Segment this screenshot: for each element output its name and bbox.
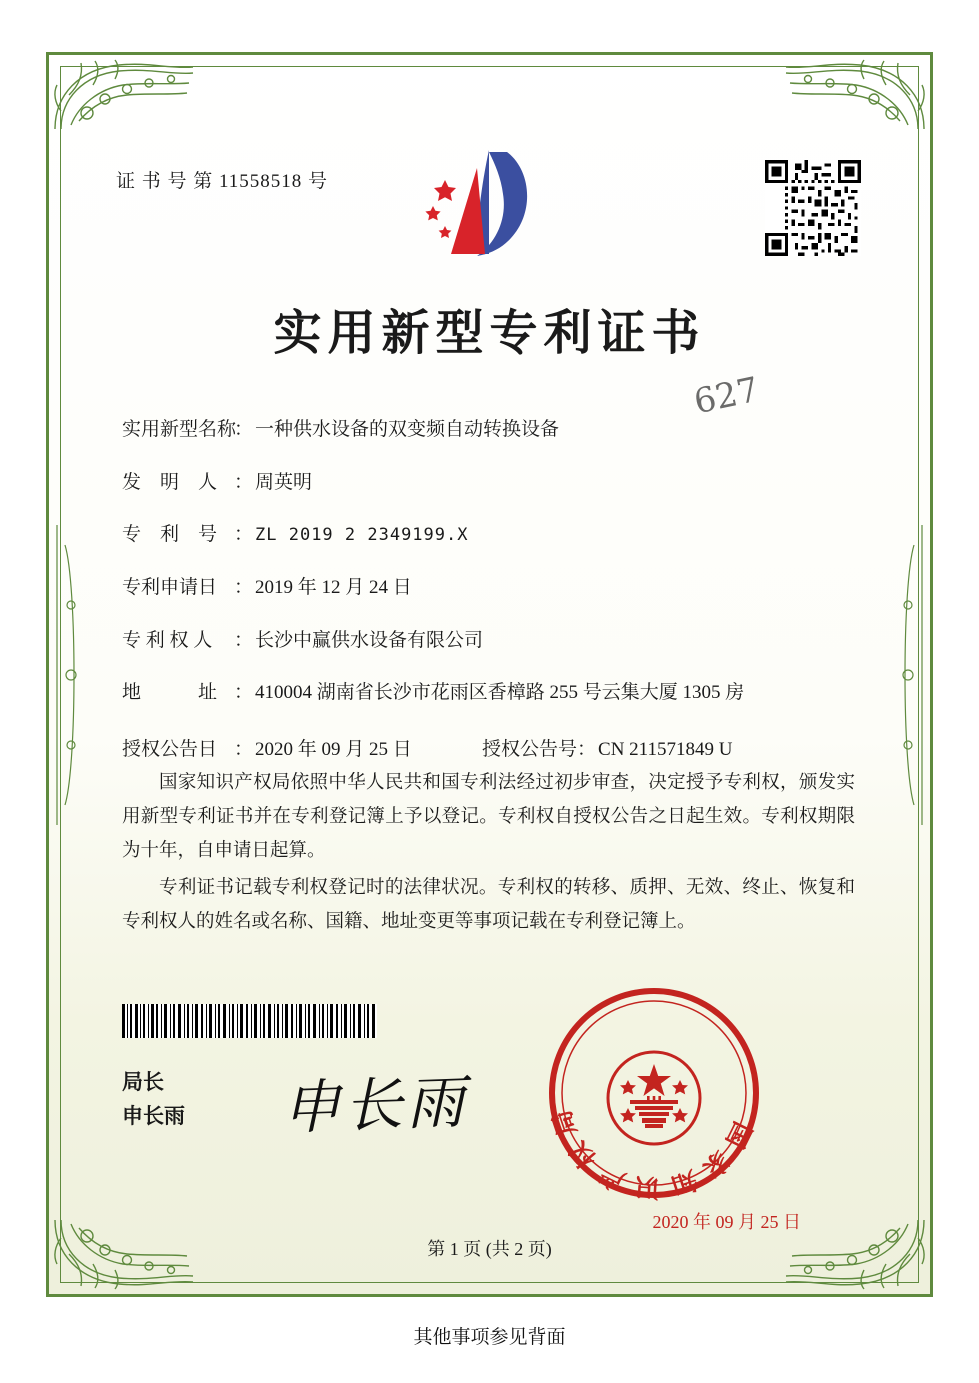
field-label: 地 址 [122, 682, 218, 704]
field-colon: ： [234, 739, 254, 761]
grant-date-group [122, 734, 482, 761]
legal-paragraph-2: 专利证书记载专利权登记时的法律状况。专利权的转移、质押、无效、终止、恢复和专利权人的姓名或名称、国籍、地址变更等事项记载在专利登记簿上。 [122, 877, 855, 932]
field-colon: ： [234, 419, 254, 440]
field-colon: ： [234, 471, 254, 493]
cnipa-logo-icon [415, 142, 565, 262]
field-row-address [122, 681, 859, 706]
page-title: 实用新型专利证书 [273, 305, 706, 361]
field-colon: ： [234, 629, 254, 651]
grant-number-group [482, 734, 732, 761]
field-value-grant-number: CN 211571849 U [598, 739, 733, 761]
page-indicator: 第 1 页 (共 2 页) [427, 1239, 552, 1259]
field-value-patent-number: ZL 2019 2 2349199.X [255, 525, 469, 546]
field-row-inventor [122, 471, 859, 496]
field-value-address: 410004 湖南省长沙市花雨区香樟路 255 号云集大厦 1305 房 [255, 682, 745, 704]
barcode [122, 1004, 377, 1038]
field-value-grant-date: 2020 年 09 月 25 日 [255, 739, 412, 761]
legal-text [122, 766, 855, 941]
footnote: 其他事项参见背面 [413, 1327, 566, 1348]
field-value-utility-model-name: 一种供水设备的双变频自动转换设备 [255, 419, 560, 440]
field-colon: ： [234, 682, 254, 704]
signature-role: 局长 [122, 1070, 164, 1094]
handwritten-signature: 申长雨 [281, 1067, 470, 1143]
field-row-application-date [122, 576, 859, 601]
field-label: 授权公告号 [482, 739, 578, 761]
field-label: 专 利 号 [122, 524, 218, 546]
signature-name: 申长雨 [122, 1103, 185, 1128]
field-colon: ： [234, 577, 254, 599]
seal-date: 2020 年 09 月 25 日 [652, 1212, 801, 1232]
field-label: 专利申请日 [122, 577, 218, 599]
field-value-inventor: 周英明 [255, 471, 313, 493]
certificate-number: 证 书 号 第 11558518 号 [116, 171, 329, 192]
official-seal [539, 978, 769, 1208]
field-row-grant-announcement [122, 734, 859, 761]
field-value-patentee: 长沙中赢供水设备有限公司 [255, 629, 484, 651]
legal-paragraph-1: 国家知识产权局依照中华人民共和国专利法经过初步审查，决定授予专利权，颁发实用新型专利证书并在专利登记簿上予以登记。专利权自授权公告之日起生效。专利权期限为十年，自申请日起算。 [122, 773, 855, 862]
field-row-patentee [122, 629, 859, 654]
field-row-patent-number [122, 523, 859, 548]
signature-labels [122, 1066, 185, 1133]
field-row-utility-model-name [122, 418, 859, 443]
field-colon: ： [577, 739, 597, 761]
handwritten-annotation: 627 [690, 369, 763, 423]
field-label: 实用新型名称 [122, 419, 237, 440]
field-colon: ： [234, 524, 254, 546]
qr-code [765, 160, 861, 256]
field-label: 专 利 权 人 [122, 629, 213, 651]
patent-fields [122, 418, 859, 787]
field-label: 发 明 人 [122, 471, 218, 493]
certificate-content [60, 66, 919, 1283]
field-value-application-date: 2019 年 12 月 24 日 [255, 577, 412, 599]
patent-certificate [46, 52, 933, 1297]
field-label: 授权公告日 [122, 739, 218, 761]
svg-text:国 家 知 识 产 权 局: 国 家 知 识 产 权 局 [546, 1106, 758, 1203]
